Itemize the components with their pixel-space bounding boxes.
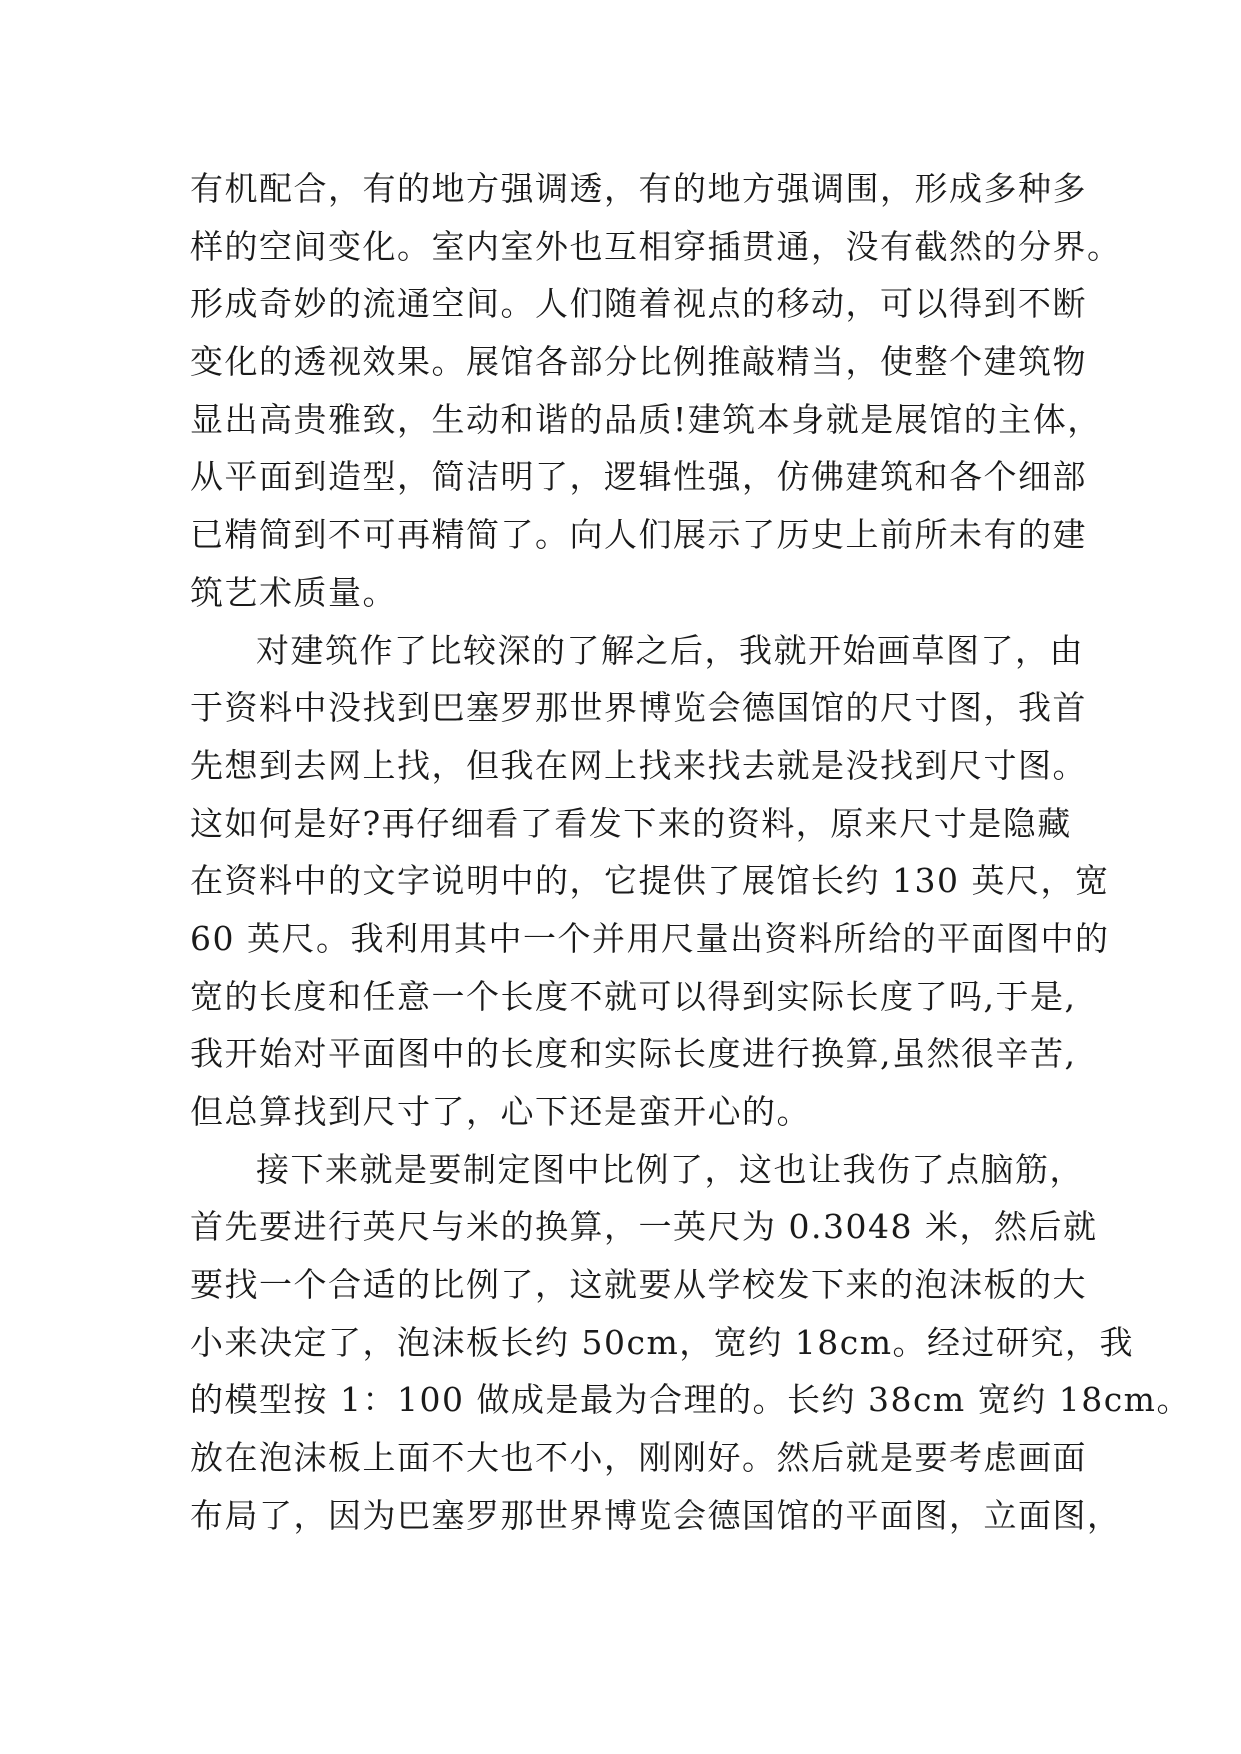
text-line: 筑艺术质量。: [190, 572, 397, 612]
text-line: 要找一个合适的比例了，这就要从学校发下来的泡沫板的大: [190, 1265, 1087, 1305]
document-body: [190, 160, 1191, 1545]
text-line: 60 英尺。我利用其中一个并用尺量出资料所给的平面图中的: [190, 918, 1110, 958]
text-line: 从平面到造型，简洁明了，逻辑性强，仿佛建筑和各个细部: [190, 457, 1087, 497]
text-line: 这如何是好?再仔细看了看发下来的资料，原来尺寸是隐藏: [190, 803, 1072, 843]
text-line: 宽的长度和任意一个长度不就可以得到实际长度了吗,于是,: [190, 976, 1077, 1016]
text-line: 首先要进行英尺与米的换算，一英尺为 0.3048 米，然后就: [190, 1207, 1098, 1247]
text-line: 小来决定了，泡沫板长约 50cm，宽约 18cm。经过研究，我: [190, 1322, 1135, 1362]
text-line: 布局了，因为巴塞罗那世界博览会德国馆的平面图，立面图，: [190, 1495, 1122, 1535]
text-line: 但总算找到尺寸了，心下还是蛮开心的。: [190, 1092, 811, 1131]
text-line: 变化的透视效果。展馆各部分比例推敲精当，使整个建筑物: [190, 342, 1087, 382]
text-line: 于资料中没找到巴塞罗那世界博览会德国馆的尺寸图，我首: [190, 688, 1087, 728]
text-line: 先想到去网上找，但我在网上找来找去就是没找到尺寸图。: [190, 745, 1087, 785]
text-line: 我开始对平面图中的长度和实际长度进行换算,虽然很辛苦,: [190, 1034, 1077, 1074]
text-line: 有机配合，有的地方强调透，有的地方强调围，形成多种多: [190, 169, 1087, 208]
text-line-first: 对建筑作了比较深的了解之后，我就开始画草图了，由: [256, 630, 1084, 670]
text-line: 在资料中的文字说明中的，它提供了展馆长约 130 英尺，宽: [190, 861, 1110, 901]
paragraph-2: [190, 622, 1110, 1141]
text-line: 显出高贵雅致，生动和谐的品质!建筑本身就是展馆的主体，: [190, 399, 1102, 439]
paragraph-1: [190, 160, 1122, 622]
text-line: 形成奇妙的流通空间。人们随着视点的移动，可以得到不断: [190, 284, 1087, 324]
text-line: 放在泡沫板上面不大也不小，刚刚好。然后就是要考虑画面: [190, 1438, 1087, 1478]
text-line: 的模型按 1：100 做成是最为合理的。长约 38cm 宽约 18cm。: [190, 1380, 1191, 1420]
paragraph-3: [190, 1141, 1191, 1545]
text-line: 已精简到不可再精简了。向人们展示了历史上前所未有的建: [190, 515, 1087, 555]
text-line: 样的空间变化。室内室外也互相穿插贯通，没有截然的分界。: [190, 226, 1122, 266]
text-line-first: 接下来就是要制定图中比例了，这也让我伤了点脑筋，: [256, 1149, 1084, 1189]
